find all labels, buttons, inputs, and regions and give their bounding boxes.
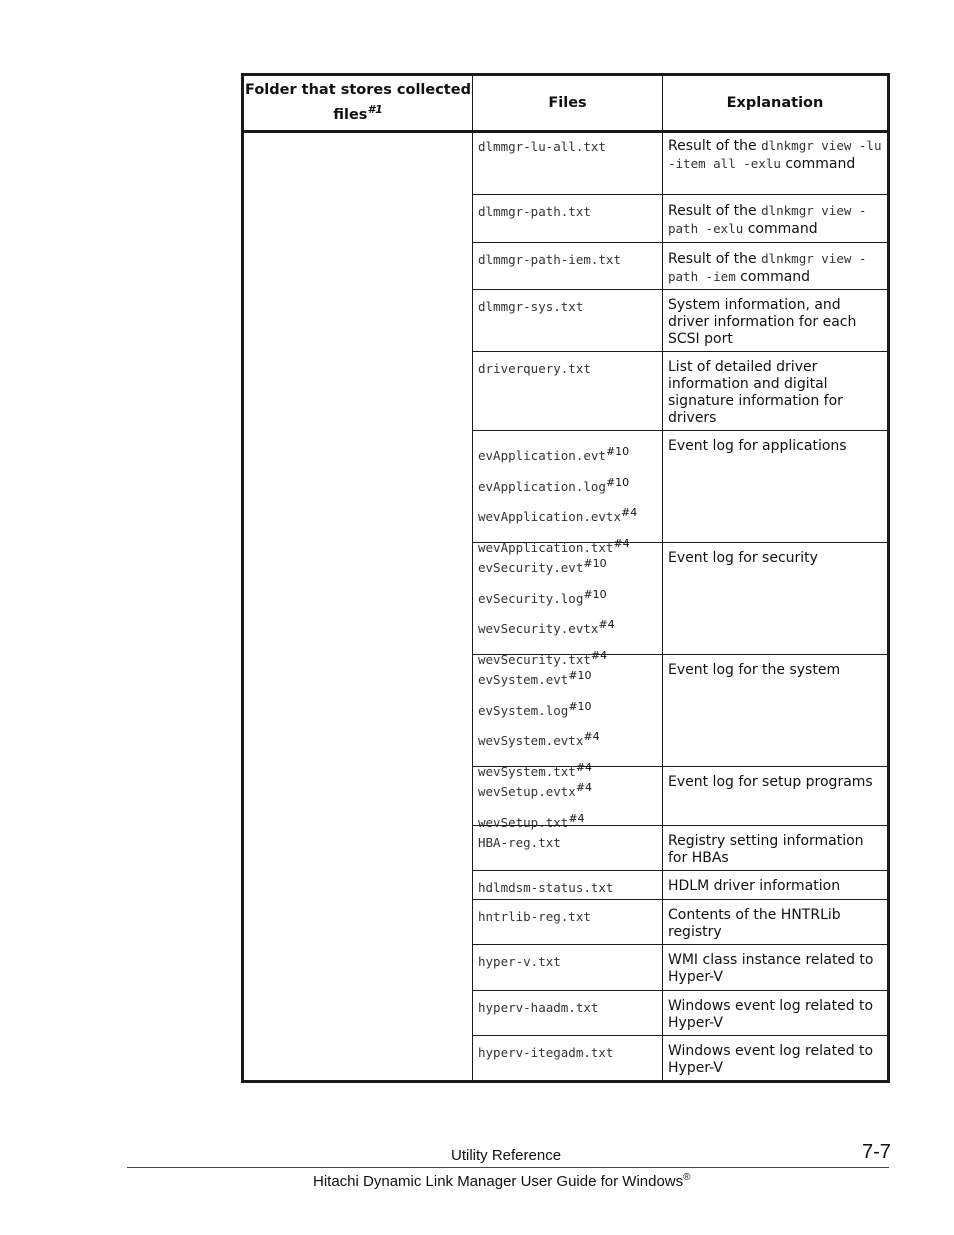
- explanation-cell: [668, 438, 883, 455]
- explanation-text: Result of the: [668, 138, 762, 154]
- explanation-text: Contents of the HNTRLib registry: [668, 907, 841, 940]
- file-name-text: evApplication.log: [478, 478, 606, 494]
- file-name-text: wevSystem.evtx: [478, 733, 584, 749]
- footnote-ref: #10: [583, 587, 607, 601]
- explanation-text: Windows event log related to Hyper-V: [668, 998, 874, 1031]
- file-name-text: driverquery.txt: [478, 361, 591, 376]
- table-row: [472, 825, 887, 871]
- explanation-text: Result of the: [668, 203, 762, 219]
- command-text: dlnkmgr view -lu -item all -exlu: [668, 138, 882, 171]
- file-name-text: hntrlib-reg.txt: [478, 909, 591, 924]
- command-text: dlnkmgr view -path -iem: [668, 251, 867, 284]
- explanation-cell: [668, 833, 883, 867]
- footnote-ref: #4: [590, 648, 608, 662]
- page-number: 7-7: [862, 1141, 891, 1163]
- footnote-ref: #10: [605, 445, 630, 458]
- file-name-text: wevSecurity.evtx: [478, 621, 599, 637]
- file-name-text: dlmmgr-sys.txt: [478, 299, 584, 314]
- file-name: [478, 360, 656, 377]
- explanation-cell: [668, 202, 883, 238]
- file-name: [478, 724, 656, 755]
- table-row: [472, 242, 887, 290]
- file-name-text: evSecurity.evt: [478, 560, 584, 576]
- table-row: [472, 1035, 887, 1081]
- table-row: [472, 289, 887, 352]
- file-name-text: wevSetup.txt: [478, 814, 569, 830]
- header-explanation: Explanation: [726, 94, 824, 111]
- file-name: [478, 470, 656, 501]
- footnote-ref: #10: [605, 475, 630, 489]
- footnote-ref: #4: [598, 618, 615, 632]
- file-name-text: HBA-reg.txt: [478, 835, 561, 850]
- files-cell: [478, 879, 656, 896]
- explanation-text: Event log for applications: [668, 438, 847, 454]
- file-name: [478, 551, 656, 582]
- registered-mark: ®: [683, 1172, 691, 1183]
- file-name-text: evApplication.evt: [478, 448, 606, 464]
- explanation-cell: [668, 1043, 883, 1077]
- explanation-cell: [668, 878, 883, 895]
- footnote-ref: #4: [583, 730, 600, 744]
- explanation-cell: [668, 907, 883, 941]
- file-name: [478, 251, 656, 268]
- footnote-ref: #4: [613, 536, 630, 550]
- table-row: [472, 542, 887, 668]
- explanation-cell: [668, 550, 883, 567]
- files-cell: [478, 834, 656, 851]
- file-name-text: hyperv-itegadm.txt: [478, 1045, 614, 1060]
- file-name: [478, 999, 656, 1016]
- files-cell: [478, 999, 656, 1016]
- file-name: [478, 663, 656, 694]
- file-name-text: evSystem.log: [478, 702, 569, 718]
- explanation-text: command: [743, 221, 818, 237]
- table-row: [472, 654, 887, 780]
- footnote-ref: #10: [568, 669, 592, 682]
- file-name-text: wevSystem.txt: [478, 764, 576, 780]
- file-name-text: hyperv-haadm.txt: [478, 1000, 599, 1015]
- file-name-text: wevSecurity.txt: [478, 652, 591, 668]
- file-name-text: dlmmgr-path.txt: [478, 204, 591, 219]
- file-name: [478, 834, 656, 851]
- explanation-cell: [668, 250, 883, 286]
- explanation-cell: [668, 359, 883, 427]
- files-cell: [478, 953, 656, 970]
- explanation-cell: [668, 137, 883, 173]
- footer-guide-title: [313, 1172, 691, 1190]
- file-name: [478, 694, 656, 725]
- explanation-text: List of detailed driver information and digital signature information for drivers: [668, 359, 843, 426]
- footnote-ref: #4: [575, 781, 593, 794]
- file-name-text: evSecurity.log: [478, 590, 584, 606]
- file-name: [478, 138, 656, 155]
- file-name-text: hdlmdsm-status.txt: [478, 880, 614, 895]
- footnote-ref: #4: [575, 760, 593, 774]
- files-cell: [478, 203, 656, 220]
- file-name-text: wevApplication.txt: [478, 540, 614, 556]
- file-name: [478, 298, 656, 315]
- table-row: [472, 766, 887, 830]
- file-name-text: wevSetup.evtx: [478, 784, 576, 800]
- explanation-text: Event log for security: [668, 550, 818, 566]
- header-folder-label: Folder that stores collected files: [245, 82, 471, 123]
- files-cell: [478, 908, 656, 925]
- header-folder: [244, 76, 472, 130]
- guide-title-text: Hitachi Dynamic Link Manager User Guide for Windows: [313, 1173, 684, 1190]
- file-name: [478, 1044, 656, 1061]
- explanation-cell: [668, 774, 883, 791]
- explanation-cell: [668, 662, 883, 679]
- file-name: [478, 582, 656, 613]
- footer-rule: [127, 1167, 889, 1168]
- table-row: [472, 990, 887, 1036]
- file-name: [478, 203, 656, 220]
- file-name-text: dlmmgr-path-iem.txt: [478, 252, 621, 267]
- table-row: [472, 430, 887, 556]
- explanation-cell: [668, 297, 883, 348]
- explanation-text: Event log for the system: [668, 662, 841, 678]
- explanation-text: command: [735, 269, 811, 285]
- file-name: [478, 612, 656, 643]
- file-name-text: hyper-v.txt: [478, 954, 561, 969]
- explanation-text: Result of the: [668, 251, 762, 267]
- file-name-text: dlmmgr-lu-all.txt: [478, 139, 606, 154]
- table-row: [472, 194, 887, 243]
- header-files: Files: [548, 94, 587, 111]
- explanation-text: System information, and driver information for each SCSI port: [668, 297, 857, 347]
- explanation-text: Event log for setup programs: [668, 774, 873, 790]
- collected-files-table: [241, 73, 890, 1083]
- files-cell: [478, 1044, 656, 1061]
- files-cell: [478, 251, 656, 268]
- command-text: dlnkmgr view -path -exlu: [668, 203, 867, 236]
- explanation-text: WMI class instance related to Hyper-V: [668, 952, 874, 985]
- files-cell: [478, 298, 656, 315]
- footer-section-title: Utility Reference: [451, 1147, 562, 1164]
- file-name: [478, 500, 656, 531]
- table-header: [244, 76, 887, 133]
- table-row: [472, 870, 887, 900]
- file-name-text: wevApplication.evtx: [478, 509, 621, 525]
- table-row: [472, 944, 887, 991]
- footnote-ref: #4: [621, 506, 638, 520]
- table-row: [472, 351, 887, 431]
- header-folder-footnote: #1: [367, 103, 383, 117]
- table-row: [472, 130, 887, 194]
- file-name: [478, 879, 656, 896]
- file-name: [478, 953, 656, 970]
- file-name-text: evSystem.evt: [478, 672, 569, 688]
- file-name: [478, 775, 656, 806]
- explanation-cell: [668, 998, 883, 1032]
- footnote-ref: #10: [583, 557, 607, 570]
- explanation-text: Registry setting information for HBAs: [668, 833, 864, 866]
- footnote-ref: #4: [568, 811, 585, 825]
- explanation-text: Windows event log related to Hyper-V: [668, 1043, 874, 1076]
- explanation-text: HDLM driver information: [668, 878, 841, 894]
- footnote-ref: #10: [568, 699, 592, 713]
- file-name: [478, 439, 656, 470]
- files-cell: [478, 360, 656, 377]
- explanation-cell: [668, 952, 883, 986]
- table-row: [472, 899, 887, 945]
- file-name: [478, 908, 656, 925]
- explanation-text: command: [780, 156, 856, 172]
- files-cell: [478, 138, 656, 155]
